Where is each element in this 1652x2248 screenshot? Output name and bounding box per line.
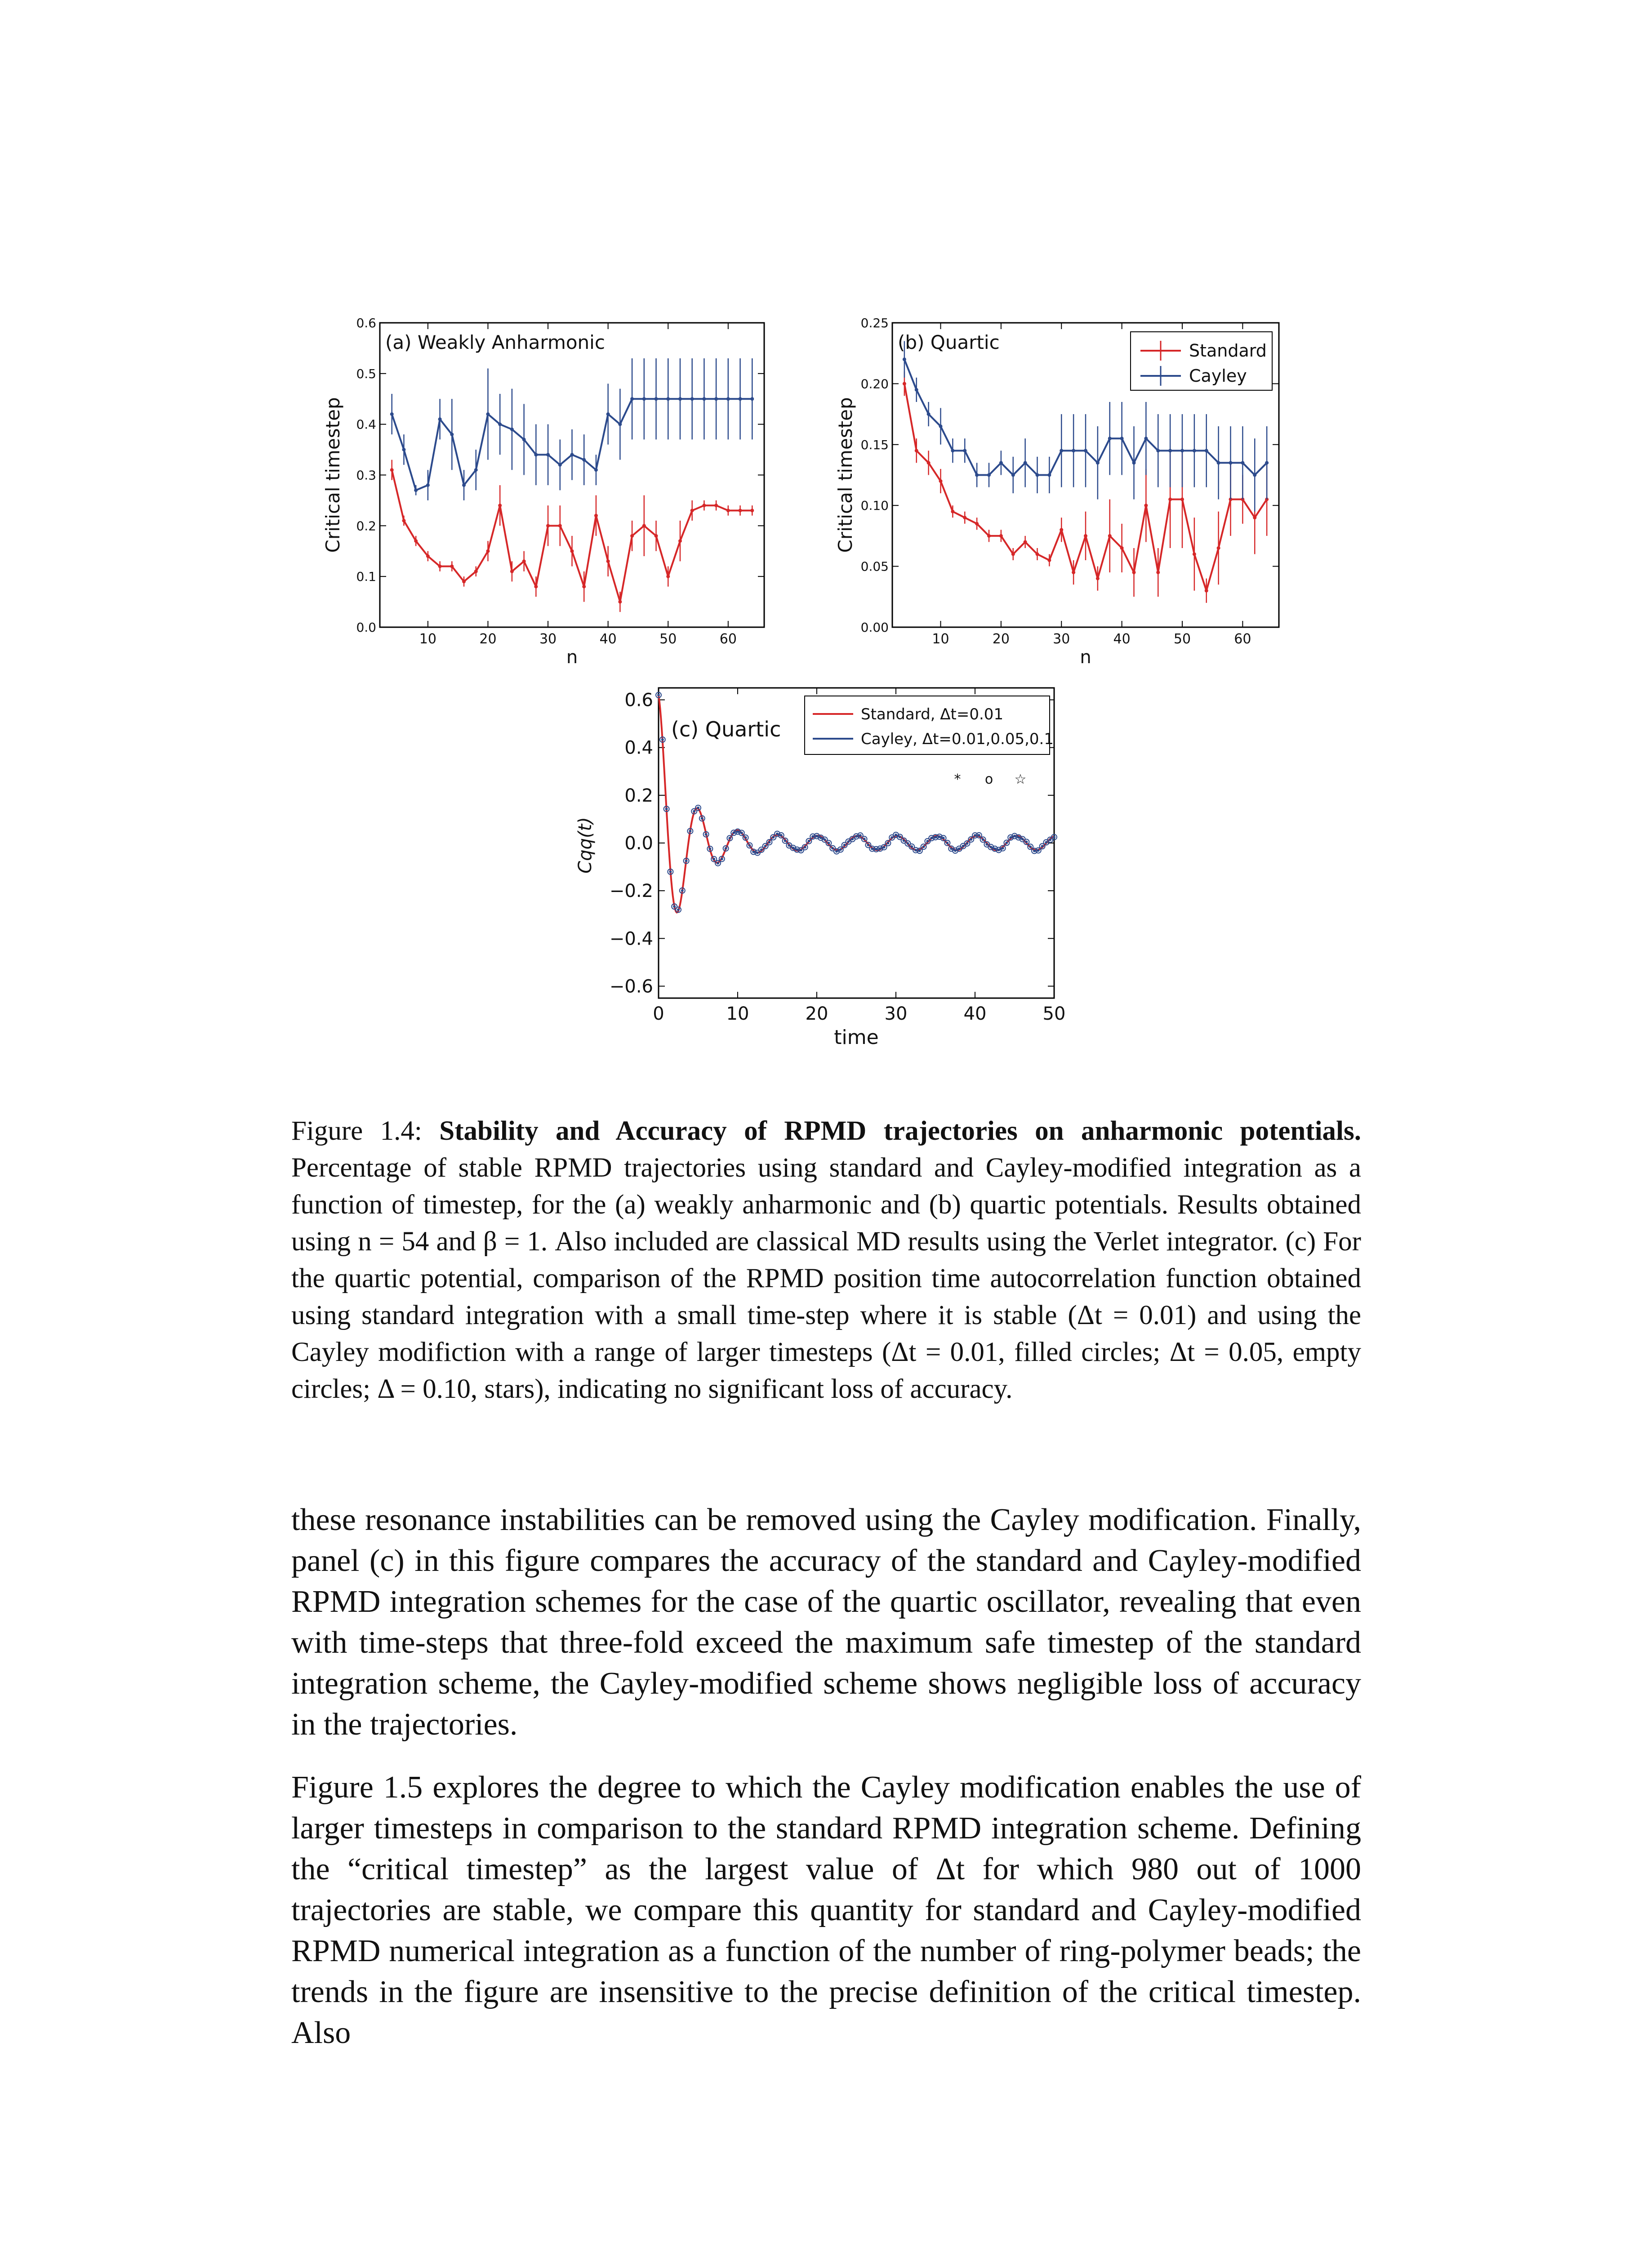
data-point	[1060, 449, 1063, 452]
data-point	[558, 524, 562, 527]
data-point	[438, 417, 442, 421]
x-tick-label: 20	[479, 631, 497, 647]
data-point	[1265, 461, 1269, 464]
cayley-marker	[657, 694, 660, 696]
x-tick-label: 10	[932, 631, 949, 647]
data-point	[582, 585, 586, 589]
cayley-marker	[946, 842, 948, 844]
chart-quartic-correlation	[566, 681, 1088, 1059]
data-point	[714, 397, 718, 401]
data-point	[963, 449, 966, 452]
data-point	[1084, 449, 1087, 452]
cayley-marker	[839, 848, 842, 851]
x-tick-label: 10	[419, 631, 436, 647]
data-point	[606, 559, 610, 563]
cayley-marker	[768, 841, 770, 843]
x-tick-label: 30	[539, 631, 557, 647]
x-tick-label: 50	[1173, 631, 1191, 647]
cayley-marker	[712, 858, 715, 861]
data-point	[1011, 553, 1015, 556]
cayley-marker	[772, 836, 775, 839]
cayley-marker	[673, 905, 676, 908]
data-point	[534, 585, 538, 589]
data-point	[1036, 473, 1039, 477]
cayley-marker	[886, 842, 889, 844]
data-point	[1253, 516, 1256, 519]
data-point	[739, 508, 742, 512]
cayley-marker	[665, 807, 668, 810]
y-tick-label: 0.6	[356, 316, 376, 330]
caption-title: Stability and Accuracy of RPMD trajectories on anharmonic potentials.	[439, 1116, 1361, 1146]
cayley-marker	[966, 842, 968, 845]
legend-label: Standard	[1189, 341, 1267, 361]
cayley-marker	[1029, 845, 1032, 848]
data-point	[618, 600, 622, 604]
data-point	[1193, 553, 1196, 556]
data-point	[1108, 534, 1112, 538]
y-tick-label: 0.25	[860, 316, 889, 330]
data-point	[1168, 449, 1172, 452]
caption-text: Percentage of stable RPMD trajectories using standard and Cayley-modified integration as a function of timestep, for the (a) weakly anharmonic and (b) quartic potentials. Results obtained using n = 54 and β = 1. Also included are classical MD results using the Verlet integrator. (c) For the quartic potential, comparison of the RPMD position time autocorrelation function obtained using standard integration with a small time-step where it is stable (Δt = 0.01) and using the Cayley modifiction with a range of larger timesteps (Δt = 0.01, filled circles; Δt = 0.05, empty circles; Δ = 0.10, stars), indicating no significant loss of accuracy.	[291, 1153, 1361, 1404]
data-point	[1120, 437, 1124, 440]
data-point	[594, 468, 598, 472]
y-tick-label: 0.1	[356, 569, 376, 584]
data-point	[462, 580, 466, 583]
cayley-marker	[950, 847, 953, 850]
data-point	[678, 397, 682, 401]
data-point	[1096, 577, 1100, 580]
legend-label: Standard, Δt=0.01	[861, 705, 1004, 723]
data-point	[1060, 528, 1063, 531]
cayley-marker	[899, 836, 901, 839]
chart-quartic-timestep	[823, 310, 1286, 683]
data-point	[1084, 534, 1087, 538]
cayley-marker	[784, 839, 787, 842]
cayley-marker	[1045, 841, 1047, 844]
y-tick-label: 0.2	[624, 785, 653, 806]
data-point	[1156, 571, 1160, 574]
data-point	[630, 534, 634, 538]
data-point	[655, 534, 658, 538]
data-point	[642, 524, 646, 527]
data-point	[1229, 461, 1233, 464]
data-point	[618, 423, 622, 426]
y-axis-label: Critical timestep	[834, 397, 856, 553]
x-tick-label: 60	[1234, 631, 1251, 647]
x-tick-label: 50	[1042, 1004, 1066, 1024]
data-point	[1120, 546, 1124, 550]
x-axis-label: time	[834, 1026, 879, 1049]
x-tick-label: 30	[884, 1004, 908, 1024]
cayley-marker	[903, 839, 905, 842]
y-tick-label: 0.5	[356, 366, 376, 381]
data-point	[1217, 546, 1220, 550]
data-point	[498, 423, 502, 426]
data-point	[702, 397, 706, 401]
data-point	[414, 539, 418, 543]
data-point	[510, 570, 514, 573]
legend-marker: *	[954, 772, 961, 787]
cayley-marker	[819, 836, 822, 839]
cayley-marker	[1041, 845, 1044, 847]
paragraph-text: Figure 1.5 explores the degree to which the Cayley modification enables the use of larger timesteps in comparison to the standard RPMD integration scheme. Defining the “critical timestep” as the largest value of Δt for which 980 out of 1000 trajectories are stable, we compare this quantity for standard and Cayley-modified RPMD numerical integration as a function of the number of ring-polymer beads; the trends in the figure are insensitive to the precise definition of the critical timestep. Also	[291, 1770, 1361, 2050]
y-axis-label: Critical timestep	[322, 397, 344, 553]
x-tick-label: 40	[963, 1004, 987, 1024]
body-paragraph-1	[291, 1499, 1361, 1745]
cayley-marker	[922, 845, 925, 848]
data-point	[1132, 461, 1136, 464]
panel-label: (a) Weakly Anharmonic	[385, 331, 605, 353]
data-point	[558, 463, 562, 467]
y-tick-label: 0.05	[860, 559, 889, 574]
cayley-marker	[1053, 836, 1055, 839]
x-tick-label: 50	[659, 631, 677, 647]
data-point	[1132, 571, 1136, 574]
cayley-marker	[1025, 841, 1028, 843]
legend-marker: o	[984, 772, 993, 787]
data-point	[1144, 437, 1148, 440]
data-point	[1241, 461, 1244, 464]
data-point	[939, 479, 943, 483]
data-point	[450, 565, 454, 568]
cayley-marker	[697, 807, 699, 809]
data-point	[690, 397, 694, 401]
data-point	[1205, 589, 1208, 593]
y-tick-label: −0.4	[609, 928, 653, 950]
data-point	[915, 449, 918, 452]
cayley-marker	[827, 842, 830, 844]
y-tick-label: 0.3	[356, 468, 376, 483]
data-point	[426, 483, 430, 487]
data-point	[987, 473, 991, 477]
y-tick-label: 0.10	[860, 498, 889, 513]
x-tick-label: 40	[1113, 631, 1131, 647]
data-point	[666, 397, 670, 401]
data-point	[1144, 504, 1148, 507]
cayley-marker	[985, 843, 988, 846]
cayley-marker	[740, 832, 743, 834]
cayley-marker	[661, 738, 664, 741]
cayley-marker	[669, 870, 672, 873]
data-point	[1156, 449, 1160, 452]
cayley-marker	[891, 836, 893, 839]
cayley-marker	[978, 834, 980, 837]
data-point	[951, 449, 954, 452]
cayley-marker	[1037, 849, 1040, 852]
data-point	[750, 397, 754, 401]
cayley-marker	[982, 838, 984, 841]
data-point	[690, 508, 694, 512]
data-point	[486, 549, 490, 553]
data-point	[510, 428, 514, 431]
data-point	[1024, 540, 1027, 544]
x-axis-label: n	[1080, 647, 1091, 668]
cayley-marker	[970, 838, 972, 841]
cayley-marker	[867, 843, 869, 846]
cayley-marker	[788, 844, 790, 847]
cayley-marker	[1049, 839, 1051, 841]
cayley-marker	[725, 847, 727, 850]
data-point	[522, 438, 526, 442]
y-tick-label: 0.0	[624, 833, 653, 854]
cayley-marker	[717, 862, 719, 865]
cayley-marker	[764, 845, 767, 847]
data-point	[546, 453, 550, 456]
y-tick-label: 0.4	[624, 737, 653, 758]
x-tick-label: 30	[1053, 631, 1070, 647]
data-point	[714, 504, 718, 507]
data-point	[1108, 437, 1112, 440]
data-point	[642, 397, 646, 401]
panel-label: (b) Quartic	[898, 331, 1000, 353]
data-point	[1217, 461, 1220, 464]
data-point	[570, 549, 574, 553]
data-point	[999, 461, 1003, 464]
x-tick-label: 10	[726, 1004, 749, 1024]
data-point	[1180, 449, 1184, 452]
data-point	[1036, 553, 1039, 556]
cayley-marker	[883, 846, 886, 848]
data-point	[939, 424, 943, 428]
x-tick-label: 20	[805, 1004, 828, 1024]
data-point	[975, 473, 979, 477]
cayley-marker	[689, 830, 691, 832]
data-point	[426, 554, 430, 558]
figure-caption	[291, 1113, 1361, 1408]
y-axis-label: Cqq(t)	[575, 817, 596, 874]
data-point	[927, 461, 931, 464]
x-tick-label: 40	[599, 631, 617, 647]
x-tick-label: 20	[992, 631, 1010, 647]
data-point	[726, 508, 730, 512]
data-point	[474, 570, 478, 573]
data-point	[951, 510, 954, 513]
body-paragraph-2	[291, 1767, 1361, 2053]
data-point	[1205, 449, 1208, 452]
data-point	[1168, 498, 1172, 501]
cayley-marker	[721, 857, 723, 860]
legend-label: Cayley, Δt=0.01,0.05,0.1	[861, 730, 1054, 748]
cayley-marker	[705, 833, 708, 836]
data-point	[750, 508, 754, 512]
paragraph-text: these resonance instabilities can be removed using the Cayley modification. Finally, panel (c) in this figure compares the accuracy of the standard and Cayley-modified RPMD integration schemes for the case of the quartic oscillator, revealing that even with time-steps that three-fold exceed the maximum safe timestep of the standard integration scheme, the Cayley-modified scheme shows negligible loss of accuracy in the trajectories.	[291, 1503, 1361, 1742]
y-tick-label: 0.20	[860, 376, 889, 392]
cayley-marker	[685, 860, 688, 862]
caption-label: Figure 1.4:	[291, 1116, 440, 1146]
y-tick-label: 0.4	[356, 417, 376, 432]
data-point	[486, 412, 490, 416]
x-tick-label: 60	[719, 631, 737, 647]
legend-marker: ☆	[1014, 772, 1027, 787]
data-point	[402, 448, 405, 451]
cayley-marker	[918, 849, 921, 852]
cayley-marker	[693, 810, 695, 812]
data-point	[1024, 461, 1027, 464]
cayley-marker	[926, 840, 929, 843]
data-point	[963, 516, 966, 519]
y-tick-label: 0.15	[860, 437, 889, 452]
chart-weakly-anharmonic	[315, 310, 778, 683]
data-point	[1072, 449, 1075, 452]
data-point	[390, 412, 394, 416]
data-point	[739, 397, 742, 401]
data-point	[1253, 473, 1256, 477]
data-point	[450, 433, 454, 436]
cayley-marker	[701, 817, 704, 820]
cayley-marker	[863, 838, 866, 840]
x-axis-label: n	[566, 647, 578, 668]
data-point	[438, 565, 442, 568]
y-tick-label: −0.6	[609, 976, 653, 997]
cayley-marker	[831, 847, 834, 850]
data-point	[522, 559, 526, 563]
data-point	[1193, 449, 1196, 452]
data-point	[1072, 571, 1075, 574]
cayley-marker	[906, 842, 909, 845]
data-point	[462, 483, 466, 487]
data-point	[606, 412, 610, 416]
data-point	[390, 468, 394, 472]
cayley-marker	[800, 849, 802, 852]
panel-label: (c) Quartic	[671, 717, 781, 741]
data-point	[474, 468, 478, 472]
data-point	[975, 522, 979, 526]
data-point	[498, 504, 502, 507]
data-point	[594, 514, 598, 517]
cayley-marker	[780, 834, 783, 837]
cayley-marker	[958, 847, 961, 850]
data-point	[903, 357, 906, 361]
data-point	[402, 519, 405, 522]
cayley-marker	[807, 840, 810, 843]
data-point	[915, 388, 918, 392]
cayley-marker	[681, 889, 684, 892]
cayley-marker	[895, 834, 897, 836]
y-tick-label: 0.6	[624, 690, 653, 711]
data-point	[534, 453, 538, 456]
legend-label: Cayley	[1189, 366, 1247, 386]
data-point	[1011, 473, 1015, 477]
data-point	[666, 575, 670, 578]
data-point	[546, 524, 550, 527]
y-tick-label: −0.2	[609, 881, 653, 902]
cayley-marker	[708, 847, 711, 850]
cayley-marker	[851, 838, 854, 840]
data-point	[1047, 473, 1051, 477]
data-point	[655, 397, 658, 401]
data-point	[414, 488, 418, 492]
cayley-marker	[744, 836, 747, 839]
cayley-marker	[760, 848, 763, 851]
cayley-marker	[954, 849, 957, 852]
cayley-marker	[962, 845, 965, 847]
data-point	[630, 397, 634, 401]
cayley-marker	[847, 840, 850, 843]
cayley-marker	[1002, 847, 1004, 850]
cayley-marker	[824, 838, 826, 841]
data-point	[678, 539, 682, 543]
cayley-marker	[756, 852, 759, 854]
cayley-marker	[1021, 838, 1024, 840]
data-point	[582, 458, 586, 462]
cayley-marker	[1005, 842, 1008, 844]
data-point	[702, 504, 706, 507]
cayley-marker	[843, 844, 846, 847]
data-point	[570, 453, 574, 456]
cayley-marker	[942, 837, 945, 839]
y-tick-label: 0.0	[356, 620, 376, 635]
cayley-marker	[910, 845, 913, 848]
cayley-marker	[859, 834, 862, 837]
cayley-marker	[677, 908, 680, 911]
data-point	[1096, 461, 1100, 464]
data-point	[1047, 558, 1051, 562]
data-point	[927, 412, 931, 416]
data-point	[987, 534, 991, 538]
data-point	[903, 382, 906, 385]
x-tick-label: 0	[653, 1004, 664, 1024]
cayley-marker	[748, 844, 751, 847]
cayley-marker	[804, 846, 806, 848]
data-point	[999, 534, 1003, 538]
cayley-marker	[728, 837, 731, 839]
data-point	[726, 397, 730, 401]
y-tick-label: 0.2	[356, 518, 376, 534]
y-tick-label: 0.00	[860, 620, 889, 635]
data-point	[1180, 498, 1184, 501]
